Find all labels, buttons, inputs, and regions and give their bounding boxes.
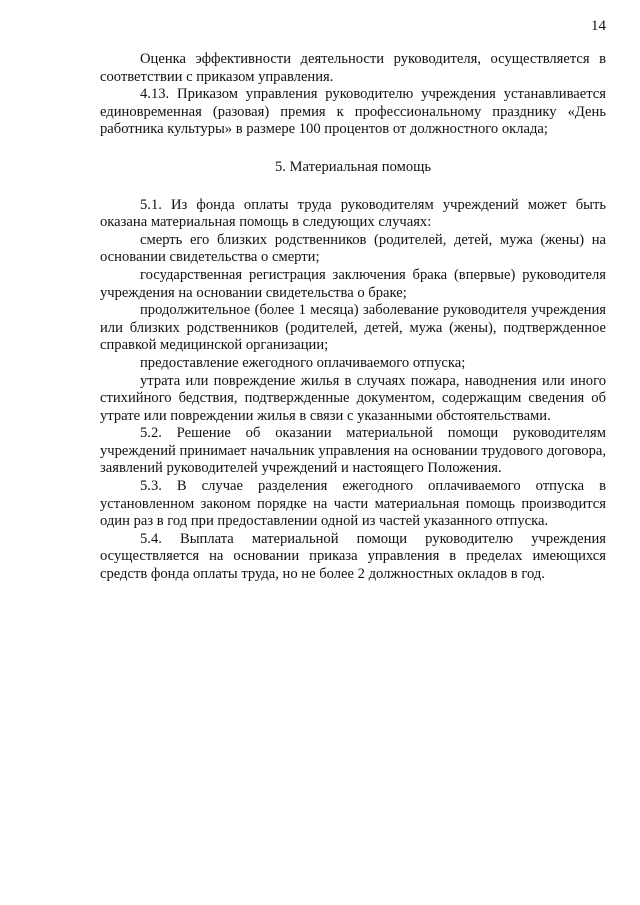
list-item-death-of-relatives: смерть его близких родственников (родителей, детей, мужа (жены) на основании свидетельства о смерти; xyxy=(100,231,606,266)
paragraph-effectiveness-evaluation: Оценка эффективности деятельности руководителя, осуществляется в соответствии с приказом управления. xyxy=(100,51,606,85)
page-number: 14 xyxy=(591,18,606,34)
paragraph-5-3: 5.3. В случае разделения ежегодного оплачиваемого отпуска в установленном законом порядке на части материальная помощь производится один раз в год при предоставлении одной из частей указанного отпуска. xyxy=(100,478,606,530)
list-item-annual-leave: предоставление ежегодного оплачиваемого отпуска; xyxy=(140,354,466,371)
list-item-prolonged-illness: продолжительное (более 1 месяца) заболевание руководителя учреждения или близких родственников (родителей, детей, мужа (жены), подтвержденное справкой медицинской организации; xyxy=(100,302,606,354)
paragraph-5-4: 5.4. Выплата материальной помощи руководителю учреждения осуществляется на основании приказа управления в пределах имеющихся средств фонда оплаты труда, но не более 2 должностных окладов в год. xyxy=(100,530,606,583)
list-item-housing-loss: утрата или повреждение жилья в случаях пожара, наводнения или иного стихийного бедствия, подтвержденные документом, содержащим сведения об утрате или повреждении жилья в связи с указанными обстоятельствами. xyxy=(100,372,606,424)
paragraph-5-2: 5.2. Решение об оказании материальной помощи руководителям учреждений принимает начальник управления на основании трудового договора, заявлений руководителей учреждений и настоящего Положения. xyxy=(100,425,606,477)
paragraph-4-13: 4.13. Приказом управления руководителю учреждения устанавливается единовременная (разовая) премия к профессиональному празднику «День работника культуры» в размере 100 процентов от должностного оклада; xyxy=(100,86,606,138)
list-item-marriage-registration: государственная регистрация заключения брака (впервые) руководителя учреждения на основании свидетельства о браке; xyxy=(100,266,606,301)
document-body xyxy=(100,51,606,584)
section-heading: 5. Материальная помощь xyxy=(274,158,432,175)
paragraph-5-1: 5.1. Из фонда оплаты труда руководителям учреждений может быть оказана материальная помощь в следующих случаях: xyxy=(100,196,606,231)
